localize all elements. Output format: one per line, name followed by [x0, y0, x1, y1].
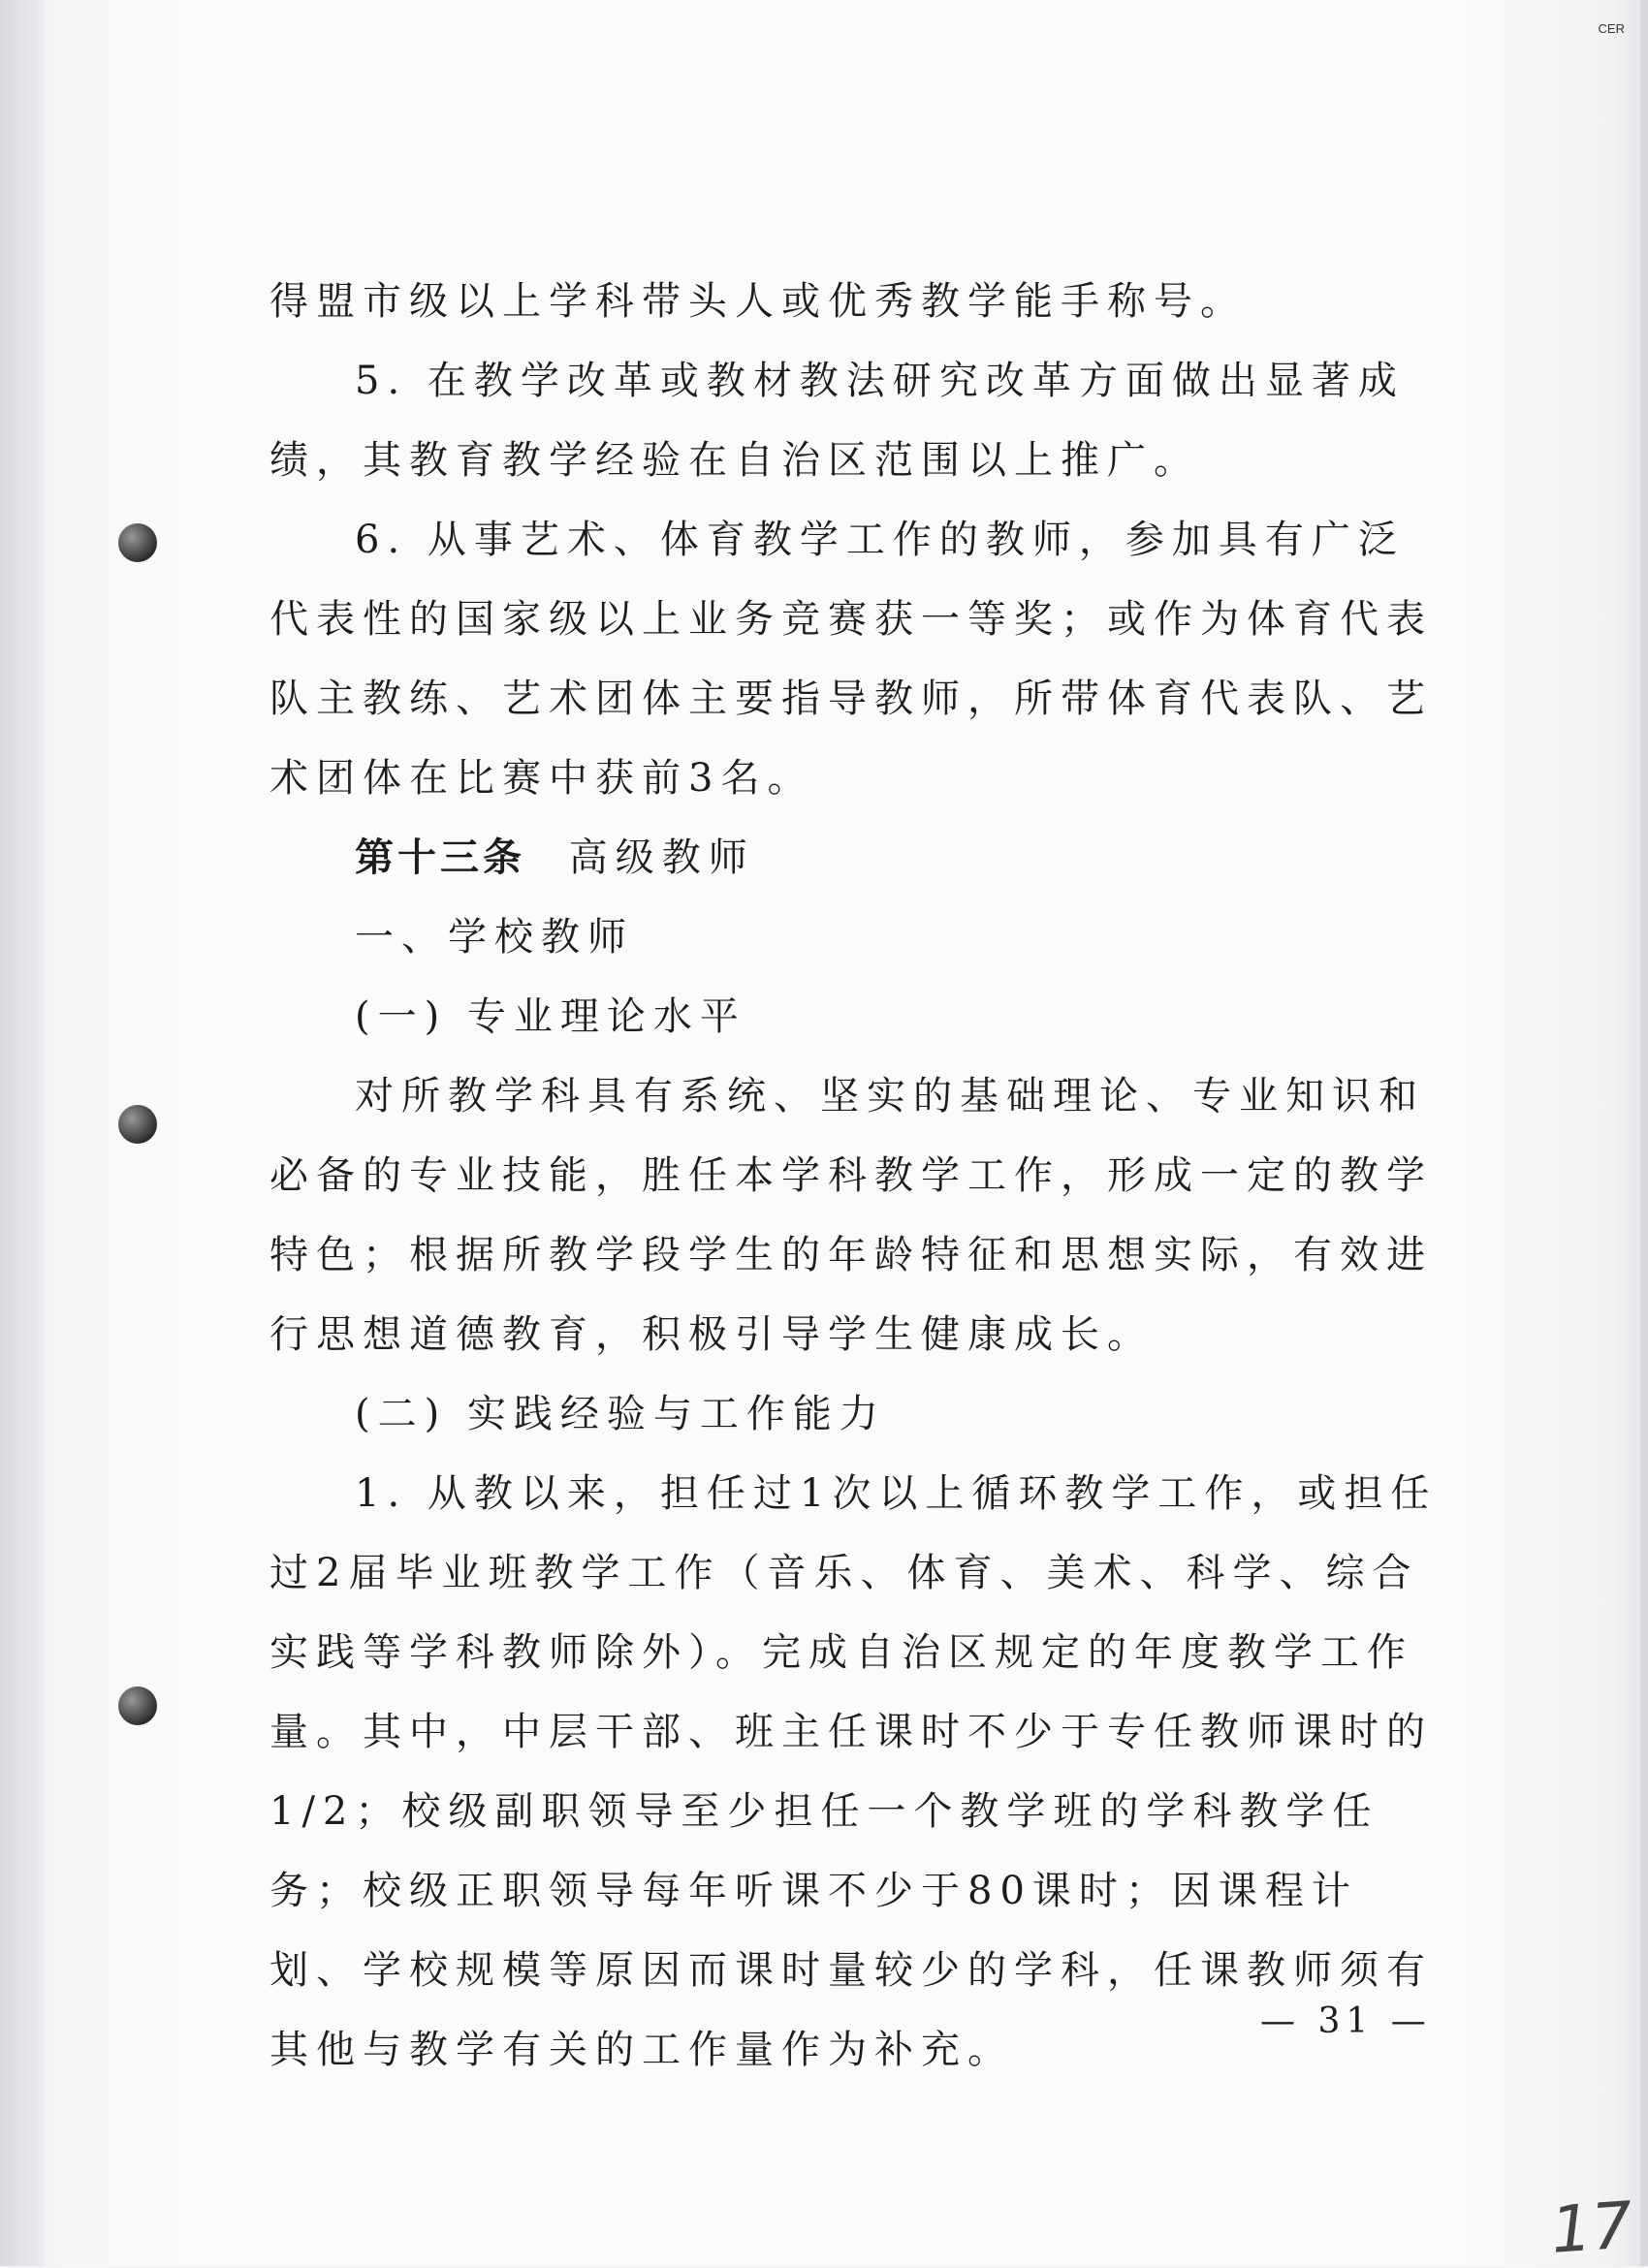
handwritten-mark: 17 — [1548, 2188, 1635, 2268]
article-number: 第十三条 — [355, 835, 525, 880]
subsection-paragraph-2: 1. 从教以来，担任过1次以上循环教学工作，或担任过2届毕业班教学工作（音乐、体育、美术、科学、综合实践等学科教师除外）。完成自治区规定的年度教学工作量。其中，中层干部、班主任课时不少于专任教师课时的1/2；校级副职领导至少担任一个教学班的学科教学任务；校级正职领导每年听课不少于80课时；因课程计划、学校规模等原因而课时量较少的学科，任课教师须有其他与教学有关的工作量作为补充。 — [269, 1471, 1438, 2072]
paragraph-item-6: 6. 从事艺术、体育教学工作的教师，参加具有广泛代表性的国家级以上业务竞赛获一等奖；或作为体育代表队主教练、艺术团体主要指导教师，所带体育代表队、艺术团体在比赛中获前3名。 — [269, 518, 1433, 801]
article-heading — [269, 818, 1442, 898]
paragraph-item-5: 5. 在教学改革或教材教法研究改革方面做出显著成绩，其教育教学经验在自治区范围以上推广。 — [269, 359, 1405, 483]
section-heading: 一、学校教师 — [355, 915, 634, 960]
subsection-paragraph-1: 对所教学科具有系统、坚实的基础理论、专业知识和必备的专业技能，胜任本学科教学工作，形成一定的教学特色；根据所教学段学生的年龄特征和思想实际，有效进行思想道德教育，积极引导学生健康成长。 — [269, 1074, 1433, 1357]
document-body — [269, 262, 1442, 2090]
subsection-heading-1: (一) 专业理论水平 — [355, 994, 746, 1039]
punch-hole-3 — [118, 1686, 157, 1725]
subsection-heading-2: (二) 实践经验与工作能力 — [355, 1392, 886, 1436]
punch-hole-1 — [118, 523, 157, 562]
page-number: — 31 — — [1260, 2001, 1432, 2041]
page-right-edge — [1640, 0, 1648, 2266]
punch-hole-2 — [118, 1105, 157, 1144]
paragraph-1: 得盟市级以上学科带头人或优秀教学能手称号。 — [269, 279, 1247, 324]
page-left-shadow — [0, 0, 45, 2266]
article-title: 高级教师 — [568, 835, 755, 880]
corner-mark: CER — [1598, 21, 1625, 36]
